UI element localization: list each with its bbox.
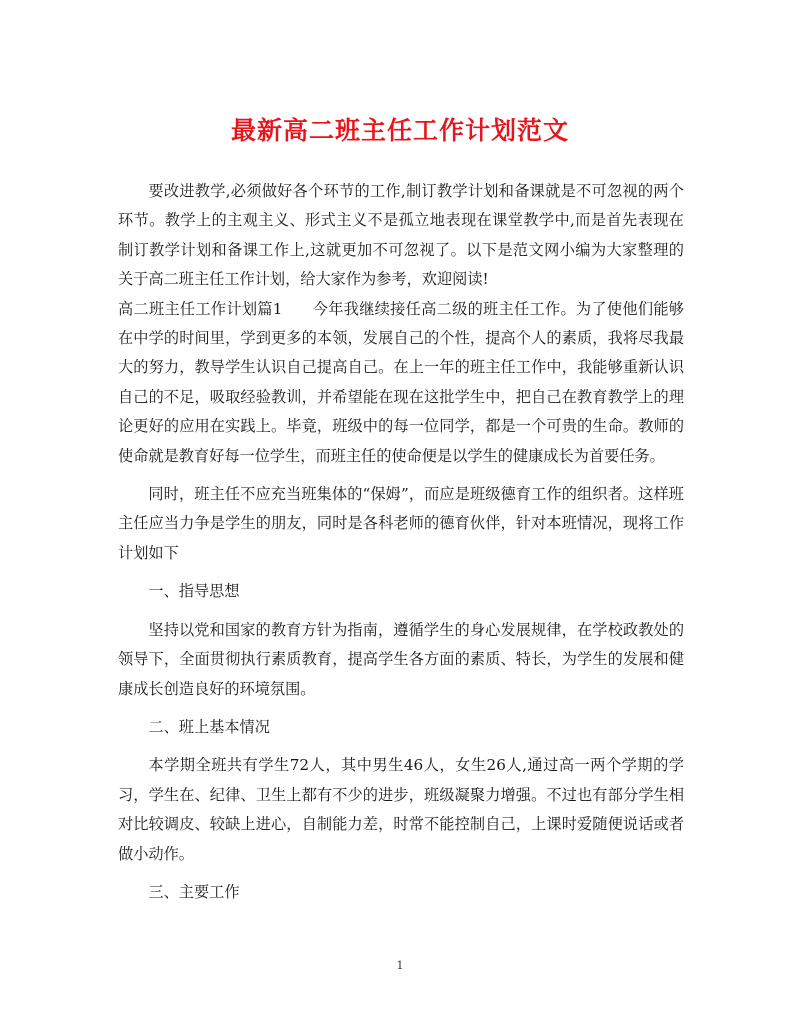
intro-paragraph: 要改进教学,必须做好各个环节的工作,制订教学计划和备课就是不可忽视的两个环节。教学上的主观主义、形式主义不是孤立地表现在课堂教学中,而是首先表现在制订教学计划和备课工作上,这就更加不可忽视了。以下是范文网小编为大家整理的关于高二班主任工作计划，给大家作为参考，欢迎阅读! [118, 182, 684, 289]
heading-guiding-principles: 一、指导思想 [148, 582, 240, 601]
section-paragraph-text: 今年我继续接任高二级的班主任工作。为了使他们能够在中学的时间里，学到更多的本领，发展自己的个性，提高个人的素质，我将尽我最大的努力，教导学生认识自己提高自己。在上一年的班主任工作中，我能够重新认识自己的不足，吸取经验教训，并希望能在现在这批学生中，把自己在教育教学上的理论更好的应用在实践上。毕竟，班级中的每一位同学，都是一个可贵的生命。教师的使命就是教育好每一位学生，而班主任的使命便是以学生的健康成长为首要任务。 [118, 299, 684, 465]
document-body [118, 177, 684, 907]
heading-main-work: 三、主要工作 [148, 882, 240, 901]
paragraph-3: 坚持以党和国家的教育方针为指南，遵循学生的身心发展规律，在学校政教处的领导下，全面贯彻执行素质教育，提高学生各方面的素质、特长，为学生的发展和健康成长创造良好的环境氛围。 [118, 620, 684, 698]
document-title: 最新高二班主任工作计划范文 [230, 116, 569, 145]
page-number: 1 [396, 959, 404, 972]
heading-class-situation: 二、班上基本情况 [148, 717, 270, 736]
paragraph-4: 本学期全班共有学生72人，其中男生46人，女生26人,通过高一两个学期的学习，学生在、纪律、卫生上都有不少的进步，班级凝聚力增强。不过也有部分学生相对比较调皮、较缺上进心，自制能力差，时常不能控制自己，上课时爱随便说话或者做小动作。 [118, 756, 684, 863]
section-paragraph [118, 295, 684, 471]
paragraph-2: 同时，班主任不应充当班集体的“保姆”，而应是班级德育工作的组织者。这样班主任应当力争是学生的朋友，同时是各科老师的德育伙伴，针对本班情况，现将工作计划如下 [118, 485, 684, 562]
section-label: 高二班主任工作计划篇1 [118, 299, 283, 318]
